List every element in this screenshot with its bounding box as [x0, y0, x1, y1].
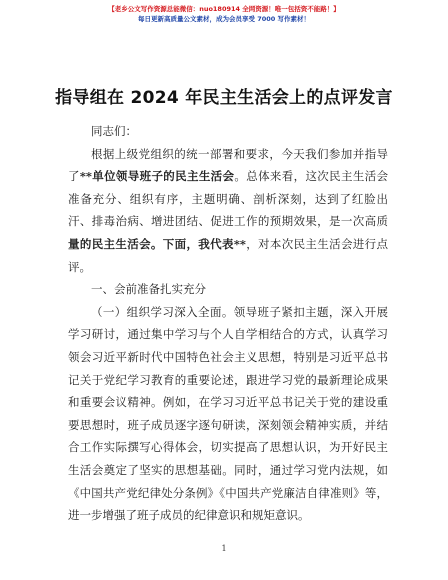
paragraph-opening [68, 143, 388, 279]
document-body [68, 120, 388, 527]
greeting: 同志们： [91, 124, 137, 138]
banner-line-1: 【老乡公文写作资源总能微信：nuo180914 全网资源！唯一包括资不能路！】 [108, 5, 340, 13]
page-number: 1 [221, 544, 227, 553]
paragraph-opening-text-2: 。总体来看，这次民主生活会准备充分、组织有序，主题明确、剖析深刻，达到了红脸出汗、排毒治病、增进团结、促进工作的预期效果，是一次高质 [68, 169, 389, 229]
document-title: 指导组在 2024 年民主生活会上的点评发言 [55, 88, 393, 108]
section-heading-1: 一、会前准备扎实充分 [91, 282, 206, 297]
banner-line-2: 每日更新高质量公文素材，成为会员享受 7000 写作素材！ [137, 15, 311, 23]
paragraph-opening-text-3: ，对本次民主生活会进行点评。 [68, 236, 388, 274]
header-banner [0, 4, 448, 24]
paragraph-opening-bold-2: 量的民主生活会。下面，我代表** [68, 236, 246, 251]
paragraph-opening-text-1: 根据上级党组织的统一部署和要求，今天我们参加并指导了 [68, 146, 388, 184]
paragraph-study: （一）组织学习深入全面。领导班子紧扣主题，深入开展学习研讨，通过集中学习与个人自学相结合的方式，认真学习领会习近平新时代中国特色社会主义思想，特别是习近平总书记关于党纪学习教育的重要论述，跟进学习党的最新理论成果和重要会议精神。例如，在学习习近平总书记关于党的建设重要思想时，班子成员逐字逐句研读，深刻领会精神实质，并结合工作实际撰写心得体会，切实提高了思想认识，为开好民主生活会奠定了坚实的思想基础。同时，通过学习党内法规，如《中国共产党纪律处分条例》《中国共产党廉洁自律准则》等，进一步增强了班子成员的纪律意识和规矩意识。 [68, 304, 388, 523]
paragraph-opening-bold-1: **单位领导班子的民主生活会 [79, 169, 235, 184]
